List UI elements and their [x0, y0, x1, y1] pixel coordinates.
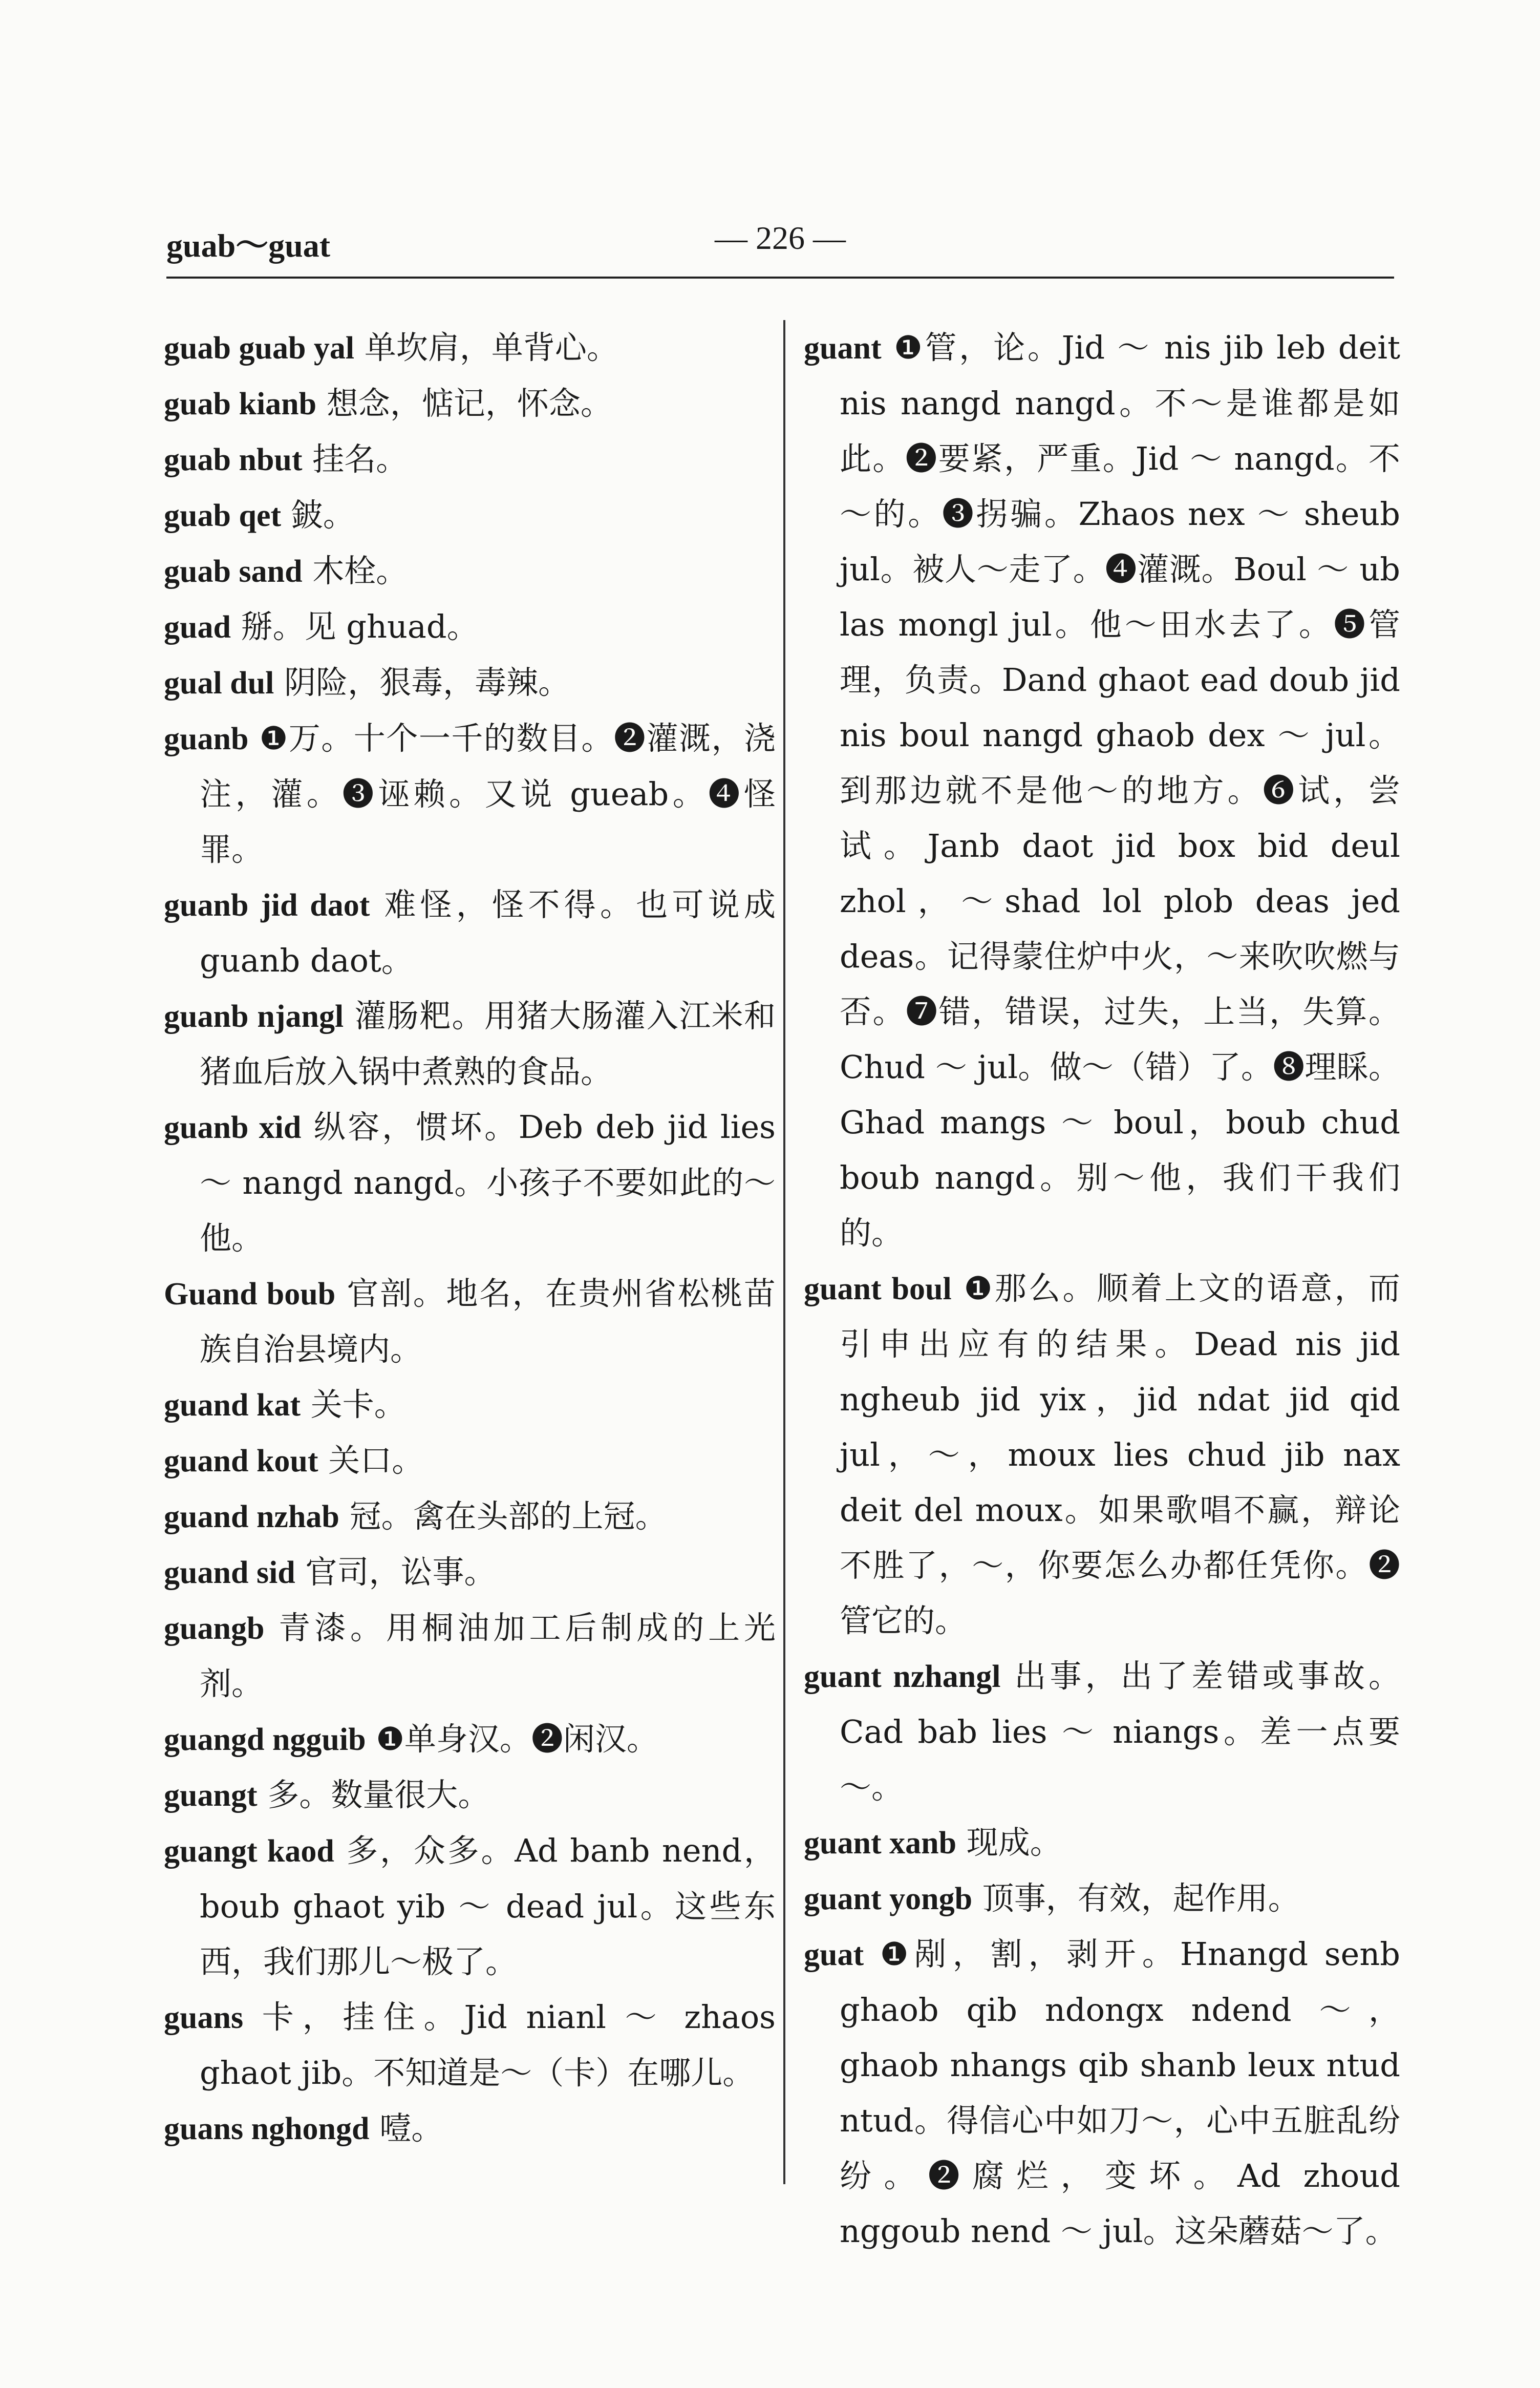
dictionary-entry: [164, 1100, 776, 1266]
definition: 木栓。: [302, 552, 408, 589]
header-range: guab～guat: [166, 227, 331, 264]
dictionary-entry: [804, 1871, 1400, 1927]
definition: 出事，出了差错或事故。Cad bab lies ～ niangs。差一点要～。: [840, 1657, 1400, 1806]
headword: guat: [804, 1937, 864, 1972]
dictionary-entry: [164, 1433, 776, 1489]
dictionary-entry: [804, 320, 1400, 1261]
dictionary-entry: [164, 2101, 776, 2157]
headword: guab qet: [164, 498, 282, 533]
definition: ❶万。十个一千的数目。❷灌溉，浇注，灌。❸诬赖。又说 gueab。❹怪罪。: [200, 720, 776, 868]
definition: ❶单身汉。❷闲汉。: [366, 1720, 658, 1758]
headword: guangb: [164, 1611, 265, 1646]
headword: guant boul: [804, 1272, 952, 1306]
definition: 噎。: [369, 2109, 443, 2147]
dictionary-entry: [804, 1261, 1400, 1649]
dictionary-entry: [804, 1927, 1400, 2259]
definition: 官司，讼事。: [295, 1553, 496, 1591]
dictionary-entry: [164, 1823, 776, 1990]
definition: ❶管，论。Jid ～ nis jib leb deit nis nangd nangd。不～是谁都是如此。❷要紧，严重。Jid ～ nangd。不～的。❸拐骗。Zhaos nex ～ sheub jul。被人～走了。❹灌溉。Boul ～ ub las mongl jul。他～田水去了。❺管理，负责。Dand ghaot ead doub jid nis boul nangd ghaob dex ～ jul。到那边就不是他～的地方。❻试，尝试。Janb daot jid box bid deul zhol，～shad lol plob deas jed deas。记得蒙住炉中火，～来吹吹燃与否。❼错，错误，过失，上当，失算。Chud ～ jul。做～（错）了。❽理睬。Ghad mangs ～ boul，boub chud boub nangd。别～他，我们干我们的。: [840, 329, 1400, 1252]
right-column: [804, 320, 1400, 2259]
headword: guant nzhangl: [804, 1659, 1001, 1694]
definition: ❶那么。顺着上文的语意，而引申出应有的结果。Dead nis jid ngheub jid yix，jid ndat jid qid jul，～，moux lies chud jib nax deit del moux。如果歌唱不赢，辩论不胜了，～，你要怎么办都任凭你。❷管它的。: [840, 1270, 1400, 1639]
page-header: [166, 215, 1394, 279]
dictionary-entry: [164, 1545, 776, 1600]
definition: 冠。禽在头部的上冠。: [339, 1497, 667, 1535]
dictionary-entry: [164, 988, 776, 1100]
dictionary-entry: [164, 1990, 776, 2101]
definition: 卡，挂住。Jid nianl ～ zhaos ghaot jib。不知道是～（卡）在哪儿。: [200, 1998, 776, 2091]
definition: 多。数量很大。: [257, 1776, 490, 1813]
dictionary-entry: [164, 432, 776, 488]
dictionary-entry: [804, 1649, 1400, 1815]
dictionary-entry: [164, 1489, 776, 1545]
dictionary-entry: [164, 376, 776, 432]
headword: guab sand: [164, 554, 303, 589]
definition: 多，众多。Ad banb nend，boub ghaot yib ～ dead jul。这些东西，我们那儿～极了。: [200, 1832, 776, 1980]
headword: guab kianb: [164, 387, 317, 421]
definition: 想念，惦记，怀念。: [316, 385, 612, 422]
headword: guanb: [164, 722, 249, 756]
dictionary-entry: [164, 1600, 776, 1711]
headword: guand nzhab: [164, 1499, 339, 1534]
definition: 单坎肩，单背心。: [354, 329, 618, 366]
headword: guab nbut: [164, 442, 303, 477]
definition: 难怪，怪不得。也可说成 guanb daot。: [200, 886, 776, 979]
headword: gual dul: [164, 666, 274, 701]
definition: 官剖。地名，在贵州省松桃苗族自治县境内。: [200, 1275, 776, 1368]
headword: guanb jid daot: [164, 888, 370, 923]
headword: guans nghongd: [164, 2111, 370, 2146]
dictionary-entry: [164, 877, 776, 988]
definition: 顶事，有效，起作用。: [972, 1879, 1300, 1917]
headword: guant yongb: [804, 1882, 973, 1916]
definition: 关卡。: [301, 1386, 406, 1423]
dictionary-entry: [164, 1266, 776, 1377]
dictionary-entry: [164, 543, 776, 599]
column-divider: [783, 320, 785, 2184]
headword: guab guab yal: [164, 331, 355, 366]
headword: guand kat: [164, 1388, 301, 1423]
headword: guanb njangl: [164, 999, 344, 1034]
dictionary-entry: [164, 1767, 776, 1823]
definition: 鈹。: [281, 496, 355, 534]
definition: 青漆。用桐油加工后制成的上光剂。: [200, 1609, 776, 1702]
dictionary-entry: [164, 488, 776, 543]
definition: ❶剐，割，剥开。Hnangd senb ghaob qib ndongx ndend ～，ghaob nhangs qib shanb leux ntud ntud。得信心中如刀～，心中五脏乱纷纷。❷腐烂，变坏。Ad zhoud nggoub nend ～ jul。这朵蘑菇～了。: [840, 1935, 1400, 2250]
headword: guad: [164, 610, 231, 645]
headword: guand kout: [164, 1444, 318, 1478]
left-column: [164, 320, 776, 2157]
dictionary-entry: [164, 320, 776, 376]
headword: guant: [804, 331, 882, 366]
headword: guans: [164, 2000, 244, 2035]
headword: guangd ngguib: [164, 1722, 366, 1757]
headword: guanb xid: [164, 1110, 302, 1145]
dictionary-entry: [164, 1377, 776, 1433]
headword: Guand boub: [164, 1277, 336, 1312]
definition: 掰。见 ghuad。: [230, 608, 479, 645]
definition: 关口。: [318, 1442, 424, 1479]
dictionary-entry: [164, 711, 776, 877]
dictionary-entry: [164, 1711, 776, 1767]
headword: guant xanb: [804, 1826, 957, 1861]
headword: guangt kaod: [164, 1834, 334, 1869]
definition: 现成。: [956, 1824, 1062, 1861]
definition: 纵容，惯坏。Deb deb jid lies ～ nangd nangd。小孩子不要如此的～他。: [200, 1108, 776, 1257]
headword: guangt: [164, 1778, 258, 1813]
dictionary-entry: [804, 1815, 1400, 1871]
dictionary-entry: [164, 655, 776, 711]
page-number: — 226 —: [715, 220, 846, 256]
definition: 灌肠粑。用猪大肠灌入江米和猪血后放入锅中煮熟的食品。: [200, 997, 776, 1090]
headword: guand sid: [164, 1555, 295, 1590]
dictionary-entry: [164, 599, 776, 655]
definition: 挂名。: [302, 440, 408, 478]
definition: 阴险，狠毒，毒辣。: [274, 664, 570, 701]
